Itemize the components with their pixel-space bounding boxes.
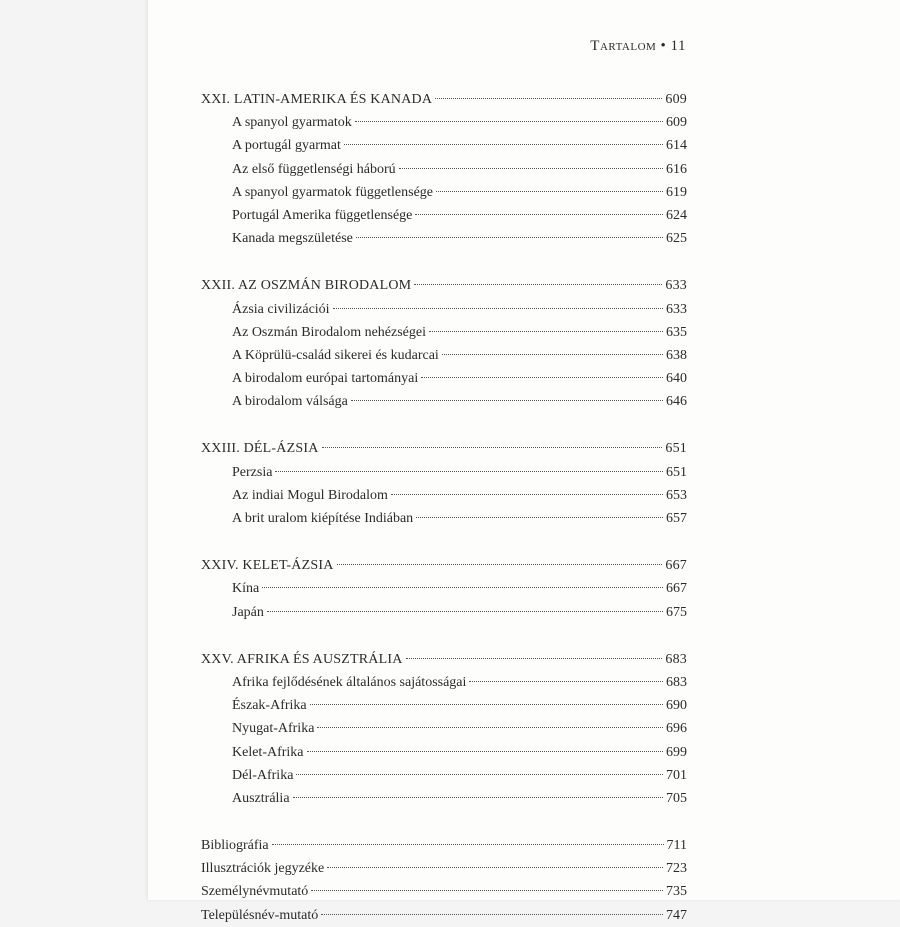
toc-page-number: 705 xyxy=(666,790,687,806)
dot-leader xyxy=(406,658,663,659)
toc-page-number: 616 xyxy=(666,161,687,177)
toc-entry-label: Dél-Afrika xyxy=(232,767,294,783)
toc-entry xyxy=(201,484,687,507)
dot-leader xyxy=(321,914,663,915)
running-head: Tartalom • 11 xyxy=(590,38,686,54)
toc-entry-label: Nyugat-Afrika xyxy=(232,721,315,737)
dot-leader xyxy=(351,400,663,401)
toc-page-number: 711 xyxy=(666,838,687,854)
dot-leader xyxy=(262,587,663,588)
toc-entry xyxy=(201,694,687,717)
toc-entry xyxy=(201,204,687,227)
toc-entry xyxy=(201,741,687,764)
toc-entry-label: Személynévmutató xyxy=(201,884,309,900)
toc-entry xyxy=(201,181,687,204)
toc-entry xyxy=(201,764,687,787)
dot-leader xyxy=(267,611,663,612)
toc-entry xyxy=(201,507,687,530)
back-matter-entry xyxy=(201,880,687,903)
toc-entry xyxy=(201,601,687,624)
chapter-heading xyxy=(201,648,687,671)
section-gap xyxy=(201,530,687,554)
toc-entry xyxy=(201,298,687,321)
toc-entry-label: A portugál gyarmat xyxy=(232,138,341,154)
table-of-contents xyxy=(201,88,687,927)
section-gap xyxy=(201,250,687,274)
dot-leader xyxy=(429,331,663,332)
toc-page-number: 633 xyxy=(665,278,687,294)
toc-page-number: 690 xyxy=(666,698,687,714)
toc-entry xyxy=(201,111,687,134)
toc-entry-label: Illusztrációk jegyzéke xyxy=(201,861,325,877)
dot-leader xyxy=(355,121,663,122)
back-matter-entry xyxy=(201,857,687,880)
toc-entry-label: XXIII. DÉL-ÁZSIA xyxy=(201,441,319,457)
toc-entry-label: A brit uralom kiépítése Indiában xyxy=(232,511,414,526)
dot-leader xyxy=(442,354,663,355)
toc-entry xyxy=(201,321,687,344)
toc-entry-label: Ausztrália xyxy=(232,790,290,806)
section-gap xyxy=(201,624,687,648)
toc-page-number: 635 xyxy=(666,324,687,340)
toc-page-number: 609 xyxy=(666,115,687,131)
dot-leader xyxy=(415,214,663,215)
toc-page-number: 699 xyxy=(666,744,687,760)
dot-leader xyxy=(322,447,663,448)
toc-entry-label: XXV. AFRIKA ÉS AUSZTRÁLIA xyxy=(201,651,403,667)
toc-entry xyxy=(201,134,687,157)
toc-entry-label: A spanyol gyarmatok függetlensége xyxy=(232,184,434,200)
toc-entry-label: Perzsia xyxy=(232,464,273,480)
section-gap xyxy=(201,810,687,834)
toc-entry xyxy=(201,461,687,484)
dot-leader xyxy=(337,564,663,565)
dot-leader xyxy=(421,377,663,378)
toc-entry-label: A birodalom európai tartományai xyxy=(232,371,419,387)
dot-leader xyxy=(416,517,663,518)
toc-entry xyxy=(201,367,687,390)
toc-entry-label: Portugál Amerika függetlensége xyxy=(232,207,413,223)
toc-entry xyxy=(201,227,687,250)
dot-leader xyxy=(293,797,663,798)
toc-entry xyxy=(201,577,687,600)
toc-entry-label: Az indiai Mogul Birodalom xyxy=(232,487,388,503)
toc-page-number: 735 xyxy=(666,884,687,900)
toc-entry-label: XXIV. KELET-ÁZSIA xyxy=(201,558,334,574)
toc-page-number: 624 xyxy=(666,207,687,223)
toc-entry-label: Kína xyxy=(232,581,260,597)
toc-entry-label: A spanyol gyarmatok xyxy=(232,115,352,131)
dot-leader xyxy=(317,727,663,728)
toc-entry-label: Az Oszmán Birodalom nehézségei xyxy=(232,324,426,340)
dot-leader xyxy=(414,284,662,285)
toc-entry xyxy=(201,671,687,694)
dot-leader xyxy=(356,237,663,238)
dot-leader xyxy=(333,308,663,309)
dot-leader xyxy=(307,751,663,752)
toc-page-number: 675 xyxy=(666,604,687,620)
toc-page-number: 651 xyxy=(666,464,687,480)
toc-entry-label: A Köprülü-család sikerei és kudarcai xyxy=(232,347,439,363)
toc-entry-label: Bibliográfia xyxy=(201,838,269,854)
dot-leader xyxy=(272,844,664,845)
toc-entry xyxy=(201,390,687,413)
back-matter-entry xyxy=(201,834,687,857)
toc-page-number: 633 xyxy=(666,301,687,317)
toc-page-number: 667 xyxy=(665,558,687,574)
dot-leader xyxy=(327,867,663,868)
toc-page-number: 667 xyxy=(666,581,687,597)
toc-entry-label: Településnév-mutató xyxy=(201,907,319,923)
chapter-heading xyxy=(201,554,687,577)
dot-leader xyxy=(469,681,663,682)
chapter-heading xyxy=(201,274,687,297)
toc-page-number: 651 xyxy=(665,441,687,457)
chapter-heading xyxy=(201,437,687,460)
toc-entry xyxy=(201,344,687,367)
chapter-heading xyxy=(201,88,687,111)
back-matter-entry xyxy=(201,904,687,927)
toc-page-number: 614 xyxy=(666,138,687,154)
dot-leader xyxy=(399,168,663,169)
toc-page-number: 646 xyxy=(666,394,687,410)
toc-entry-label: Ázsia civilizációi xyxy=(232,301,330,317)
toc-entry-label: XXII. AZ OSZMÁN BIRODALOM xyxy=(201,278,412,294)
toc-page-number: 683 xyxy=(666,674,687,690)
toc-entry-label: A birodalom válsága xyxy=(232,394,348,410)
dot-leader xyxy=(391,494,663,495)
dot-leader xyxy=(296,774,663,775)
dot-leader xyxy=(344,144,663,145)
dot-leader xyxy=(275,471,663,472)
toc-page-number: 609 xyxy=(665,92,687,107)
toc-page-number: 653 xyxy=(666,487,687,503)
toc-page-number: 723 xyxy=(666,861,687,877)
toc-entry-label: Japán xyxy=(232,604,264,620)
dot-leader xyxy=(311,890,663,891)
section-gap xyxy=(201,413,687,437)
toc-entry xyxy=(201,717,687,740)
dot-leader xyxy=(435,98,662,99)
toc-page-number: 625 xyxy=(666,231,687,247)
toc-page-number: 683 xyxy=(665,651,687,667)
toc-page-number: 747 xyxy=(666,907,687,923)
toc-page-number: 638 xyxy=(666,347,687,363)
toc-entry-label: Afrika fejlődésének általános sajátosságai xyxy=(232,674,467,690)
toc-page-number: 619 xyxy=(666,184,687,200)
toc-page-number: 657 xyxy=(666,511,687,526)
dot-leader xyxy=(436,191,663,192)
toc-entry-label: Kanada megszületése xyxy=(232,231,353,247)
toc-entry-label: XXI. LATIN-AMERIKA ÉS KANADA xyxy=(201,92,433,107)
toc-page-number: 640 xyxy=(666,371,687,387)
toc-entry xyxy=(201,787,687,810)
toc-entry-label: Kelet-Afrika xyxy=(232,744,304,760)
toc-entry-label: Az első függetlenségi háború xyxy=(232,161,396,177)
dot-leader xyxy=(310,704,663,705)
toc-page-number: 696 xyxy=(666,721,687,737)
toc-page-number: 701 xyxy=(666,767,687,783)
toc-entry-label: Észak-Afrika xyxy=(232,698,307,714)
toc-entry xyxy=(201,158,687,181)
